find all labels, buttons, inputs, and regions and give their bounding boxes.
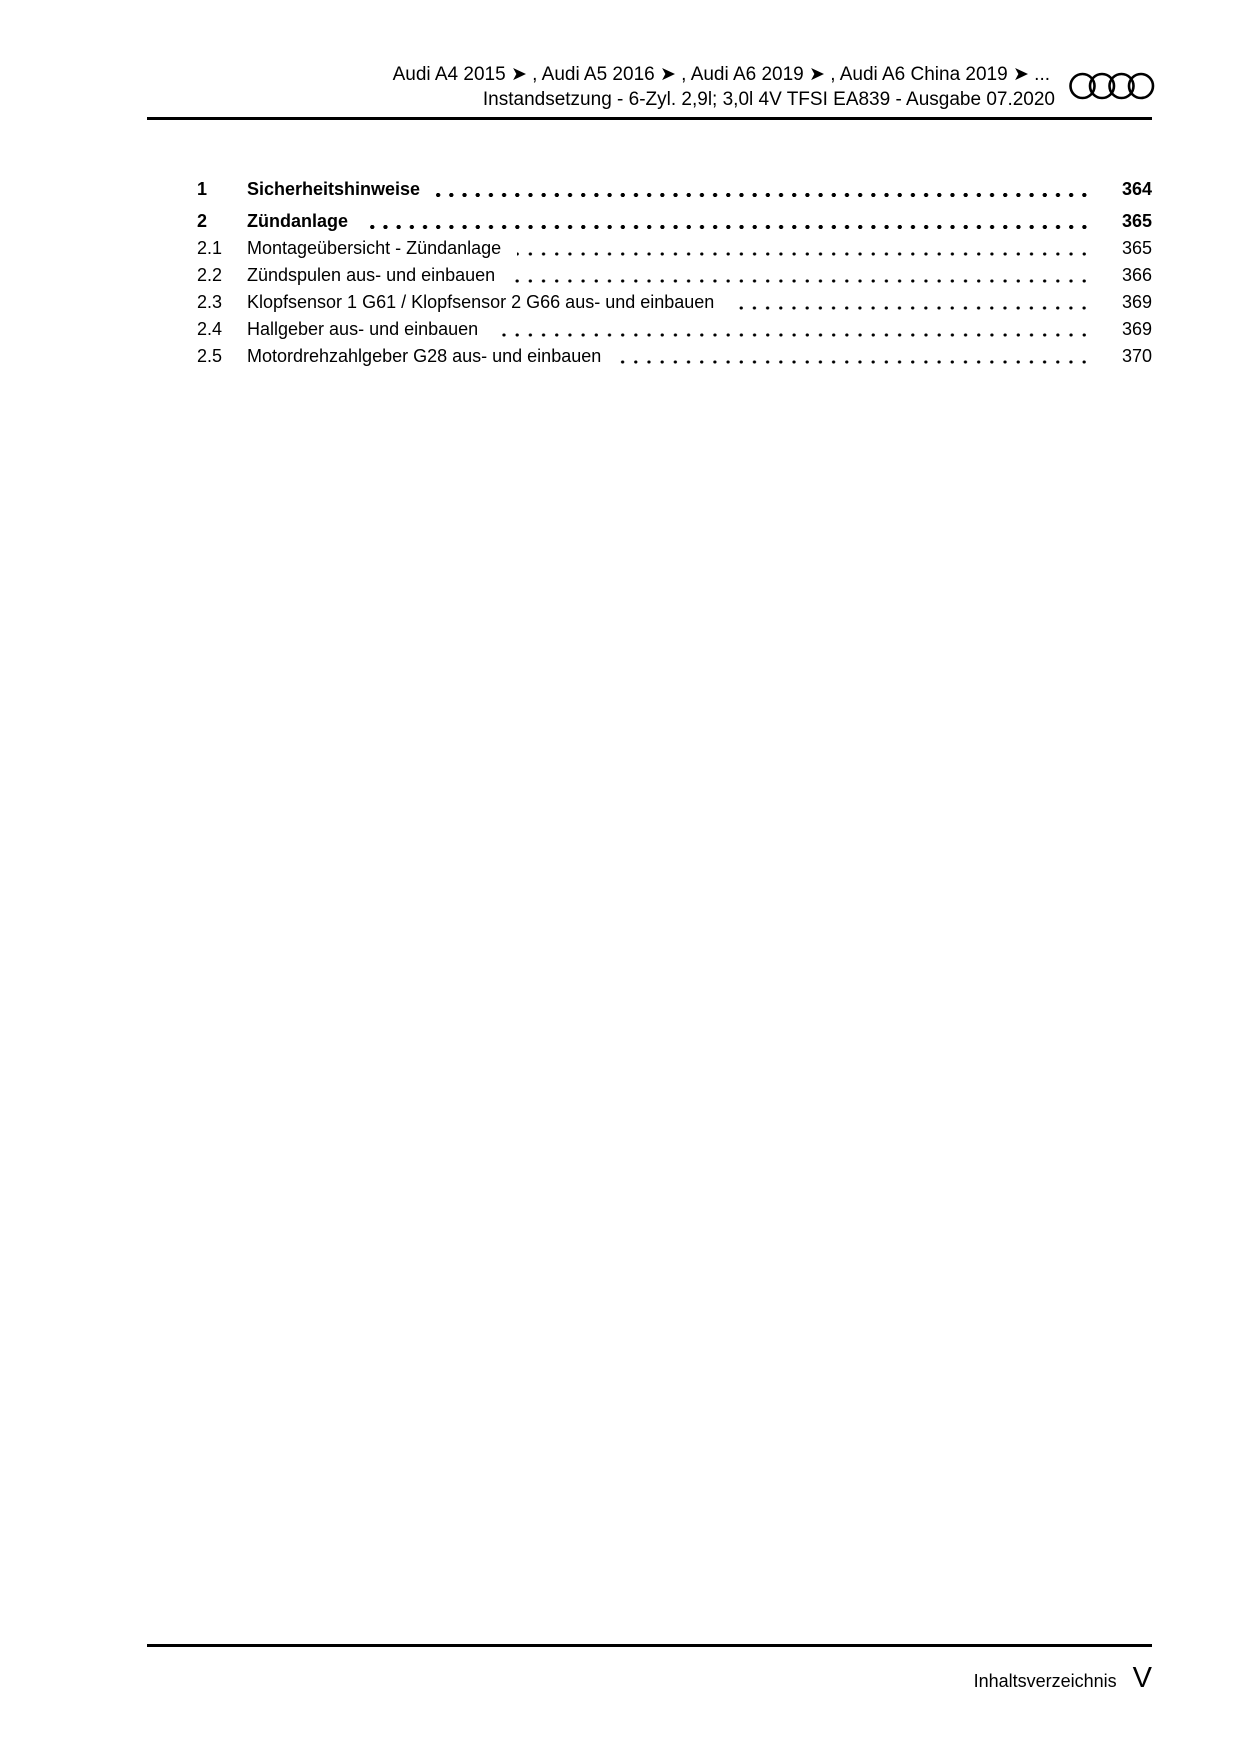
toc-row bbox=[147, 343, 1152, 370]
toc-entry-number: 2.2 bbox=[197, 265, 223, 285]
audi-rings-icon bbox=[1069, 72, 1155, 100]
header-title-line: Instandsetzung - 6-Zyl. 2,9l; 3,0l 4V TFSI EA839 - Ausgabe 07.2020 bbox=[482, 89, 1055, 110]
toc bbox=[147, 176, 1152, 370]
toc-entry-page: 366 bbox=[1121, 265, 1152, 285]
footer-divider-rule bbox=[147, 1644, 1152, 1647]
dot-leader bbox=[517, 235, 1091, 262]
toc-entry-number: 2.4 bbox=[197, 319, 223, 339]
dot-leader bbox=[494, 316, 1091, 343]
header-models-line: Audi A4 2015 ➤ , Audi A5 2016 ➤ , Audi A6 2019 ➤ , Audi A6 China 2019 ➤ ... bbox=[392, 64, 1050, 85]
header-divider-rule bbox=[147, 117, 1152, 120]
toc-row bbox=[147, 262, 1152, 289]
page-header bbox=[147, 62, 1152, 112]
toc-entry-title: Motordrehzahlgeber G28 aus- und einbauen bbox=[247, 346, 602, 366]
toc-entry-number: 2 bbox=[197, 211, 208, 231]
toc-entry-number: 2.3 bbox=[197, 292, 223, 312]
toc-entry-title: Klopfsensor 1 G61 / Klopfsensor 2 G66 aus- und einbauen bbox=[247, 292, 715, 312]
toc-entry-page: 369 bbox=[1121, 292, 1152, 312]
page-footer bbox=[147, 1662, 1152, 1695]
toc-entry-number: 2.1 bbox=[197, 238, 223, 258]
toc-entry-number: 2.5 bbox=[197, 346, 223, 366]
dot-leader bbox=[617, 343, 1091, 370]
toc-row bbox=[147, 235, 1152, 262]
toc-entry-page: 365 bbox=[1121, 211, 1152, 231]
toc-entry-title: Hallgeber aus- und einbauen bbox=[247, 319, 479, 339]
dot-leader bbox=[511, 262, 1091, 289]
dot-leader bbox=[730, 289, 1091, 316]
dot-leader bbox=[436, 176, 1091, 203]
toc-entry-number: 1 bbox=[197, 179, 208, 199]
toc-row bbox=[147, 208, 1152, 235]
toc-entry-title: Sicherheitshinweise bbox=[247, 179, 421, 199]
toc-entry-title: Montageübersicht - Zündanlage bbox=[247, 238, 502, 258]
toc-row bbox=[147, 316, 1152, 343]
footer-section-label: Inhaltsverzeichnis bbox=[973, 1671, 1117, 1691]
footer-page-number: V bbox=[1132, 1662, 1152, 1694]
toc-entry-title: Zündspulen aus- und einbauen bbox=[247, 265, 496, 285]
toc-entry-page: 370 bbox=[1121, 346, 1152, 366]
toc-row bbox=[147, 289, 1152, 316]
toc-entry-page: 365 bbox=[1121, 238, 1152, 258]
toc-entry-page: 364 bbox=[1121, 179, 1152, 199]
dot-leader bbox=[364, 208, 1091, 235]
toc-entry-page: 369 bbox=[1121, 319, 1152, 339]
toc-row bbox=[147, 176, 1152, 203]
toc-entry-title: Zündanlage bbox=[247, 211, 349, 231]
